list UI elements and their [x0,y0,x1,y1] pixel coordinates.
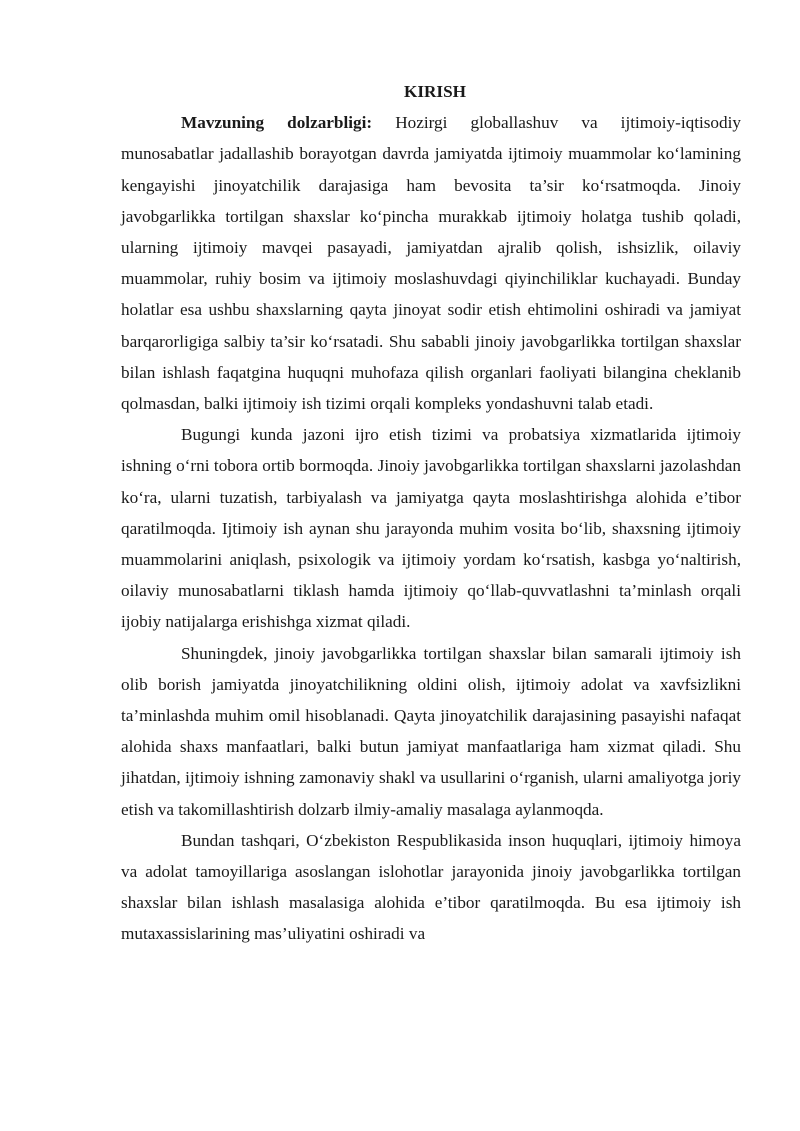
paragraph-social-work-role [121,419,741,637]
paragraph-text: Hozirgi globallashuv va ijtimoiy-iqtisodiy munosabatlar jadallashib borayotgan davrda jamiyatda ijtimoiy muammolar ko‘lamining kengayishi jinoyatchilik darajasiga ham bevosita ta’sir ko‘rsatmoqda. Jinoiy javobgarlikka tortilgan shaxslar ko‘pincha murakkab ijtimoiy holatga tushib qoladi, ularning ijtimoiy mavqei pasayadi, jamiyatdan ajralib qolish, ishsizlik, oilaviy muammolar, ruhiy bosim va ijtimoiy moslashuvdagi qiyinchiliklar kuchayadi. Bunday holatlar esa ushbu shaxslarning qayta jinoyat sodir etish ehtimolini oshiradi va jamiyat barqarorligiga salbiy ta’sir ko‘rsatadi. Shu sababli jinoiy javobgarlikka tortilgan shaxslar bilan ishlash faqatgina huquqni muhofaza qilish organlari faoliyati bilangina cheklanib qolmasdan, balki ijtimoiy ish tizimi orqali kompleks yondashuvni talab etadi. [121,113,741,414]
paragraph-relevance [121,107,741,419]
section-heading: KIRISH [403,82,467,101]
document-body [121,76,741,950]
paragraph-crime-prevention [121,638,741,825]
paragraph-lead: Mavzuning dolzarbligi: [181,113,373,133]
paragraph-text: Bundan tashqari, O‘zbekiston Respublikasida inson huquqlari, ijtimoiy himoya va adolat tamoyillariga asoslangan islohotlar jarayonida jinoiy javobgarlikka tortilgan shaxslar bilan ishlash masalasiga alohida e’tibor qaratilmoqda. Bu esa ijtimoiy ish mutaxassislarining mas’uliyatini oshiradi va [121,830,741,944]
paragraph-text: Bugungi kunda jazoni ijro etish tizimi va probatsiya xizmatlarida ijtimoiy ishning o‘rni tobora ortib bormoqda. Jinoiy javobgarlikka tortilgan shaxslarni jazolashdan ko‘ra, ularni tuzatish, tarbiyalash va jamiyatga qayta moslashtirishga alohida e’tibor qaratilmoqda. Ijtimoiy ish aynan shu jarayonda muhim vosita bo‘lib, shaxsning ijtimoiy muammolarini aniqlash, psixologik va ijtimoiy yordam ko‘rsatish, kasbga yo‘naltirish, oilaviy munosabatlarni tiklash hamda ijtimoiy qo‘llab-quvvatlashni ta’minlash orqali ijobiy natijalarga erishishga xizmat qiladi. [121,425,741,632]
paragraph-reforms [121,825,741,950]
paragraph-text: Shuningdek, jinoiy javobgarlikka tortilgan shaxslar bilan samarali ijtimoiy ish olib borish jamiyatda jinoyatchilikning oldini olish, ijtimoiy adolat va xavfsizlikni ta’minlashda muhim omil hisoblanadi. Qayta jinoyatchilik darajasining pasayishi nafaqat alohida shaxs manfaatlari, balki butun jamiyat manfaatlariga ham xizmat qiladi. Shu jihatdan, ijtimoiy ishning zamonaviy shakl va usullarini o‘rganish, ularni amaliyotga joriy etish va takomillashtirish dolzarb ilmiy-amaliy masalaga aylanmoqda. [121,643,741,819]
